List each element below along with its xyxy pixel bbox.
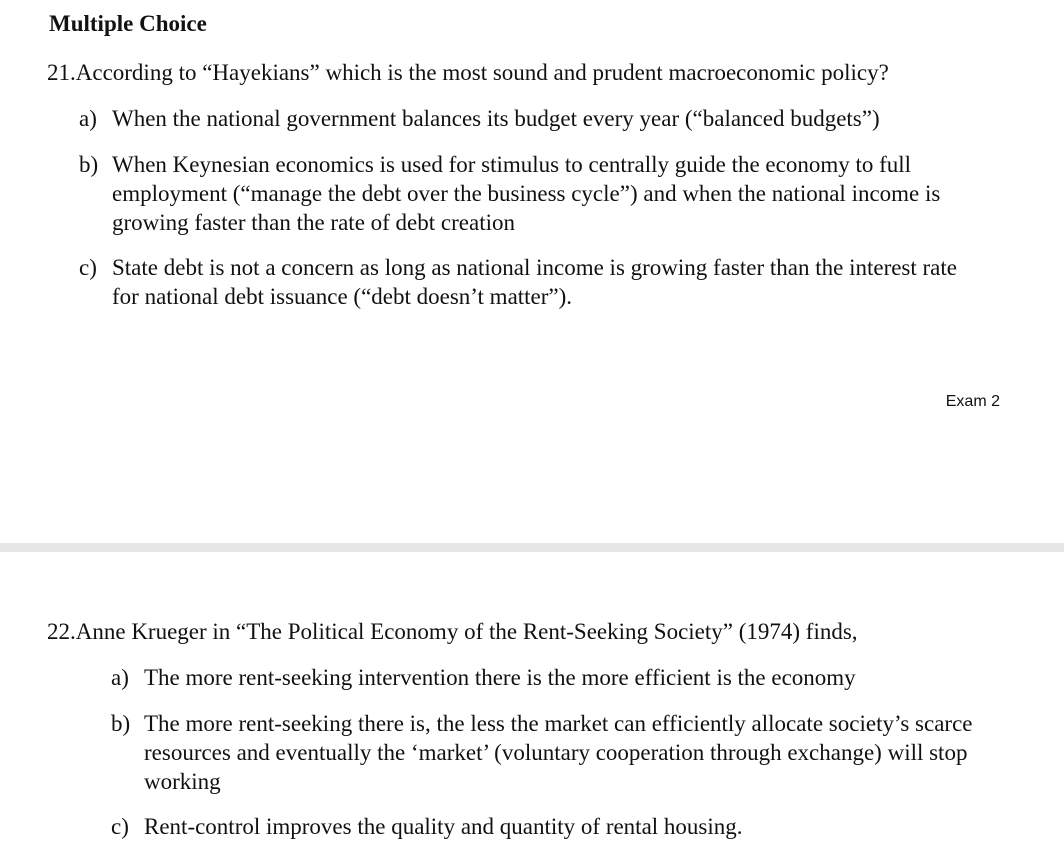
option-letter: a) [79, 106, 97, 131]
question-21-option-b [79, 150, 984, 237]
option-text: When the national government balances its budget every year (“balanced budgets”) [112, 106, 880, 131]
question-number: 21. [47, 60, 76, 85]
question-22-option-c [111, 812, 991, 841]
question-21-option-c [79, 253, 984, 311]
option-text: When Keynesian economics is used for stimulus to centrally guide the economy to full employment (“manage the debt over the business cycle”) and when the national income is growing faster than the rate of debt creation [112, 152, 941, 235]
question-number: 22. [47, 619, 76, 644]
question-22-option-b [111, 709, 981, 796]
option-text: State debt is not a concern as long as national income is growing faster than the interest rate for national debt issuance (“debt doesn’t matter”). [112, 255, 957, 309]
option-letter: c) [79, 255, 97, 280]
option-text: The more rent-seeking there is, the less the market can efficiently allocate society’s scarce resources and eventually the ‘market’ (voluntary cooperation through exchange) will stop working [144, 711, 973, 794]
question-21-prompt [47, 58, 889, 87]
question-21-option-a [79, 104, 979, 133]
option-letter: a) [111, 665, 129, 690]
page-footer-label: Exam 2 [945, 393, 1000, 410]
option-letter: b) [111, 711, 131, 736]
option-text: The more rent-seeking intervention there is the more efficient is the economy [144, 665, 856, 690]
section-heading: Multiple Choice [49, 11, 207, 36]
page-separator [0, 543, 1064, 552]
question-text: According to “Hayekians” which is the most sound and prudent macroeconomic policy? [75, 60, 889, 85]
question-22-option-a [111, 663, 991, 692]
option-letter: b) [79, 152, 99, 177]
question-22-prompt [47, 617, 858, 646]
question-text: Anne Krueger in “The Political Economy of the Rent-Seeking Society” (1974) finds, [75, 619, 858, 644]
document-page-2 [0, 552, 1064, 860]
option-text: Rent-control improves the quality and quantity of rental housing. [144, 814, 743, 839]
option-letter: c) [111, 814, 129, 839]
